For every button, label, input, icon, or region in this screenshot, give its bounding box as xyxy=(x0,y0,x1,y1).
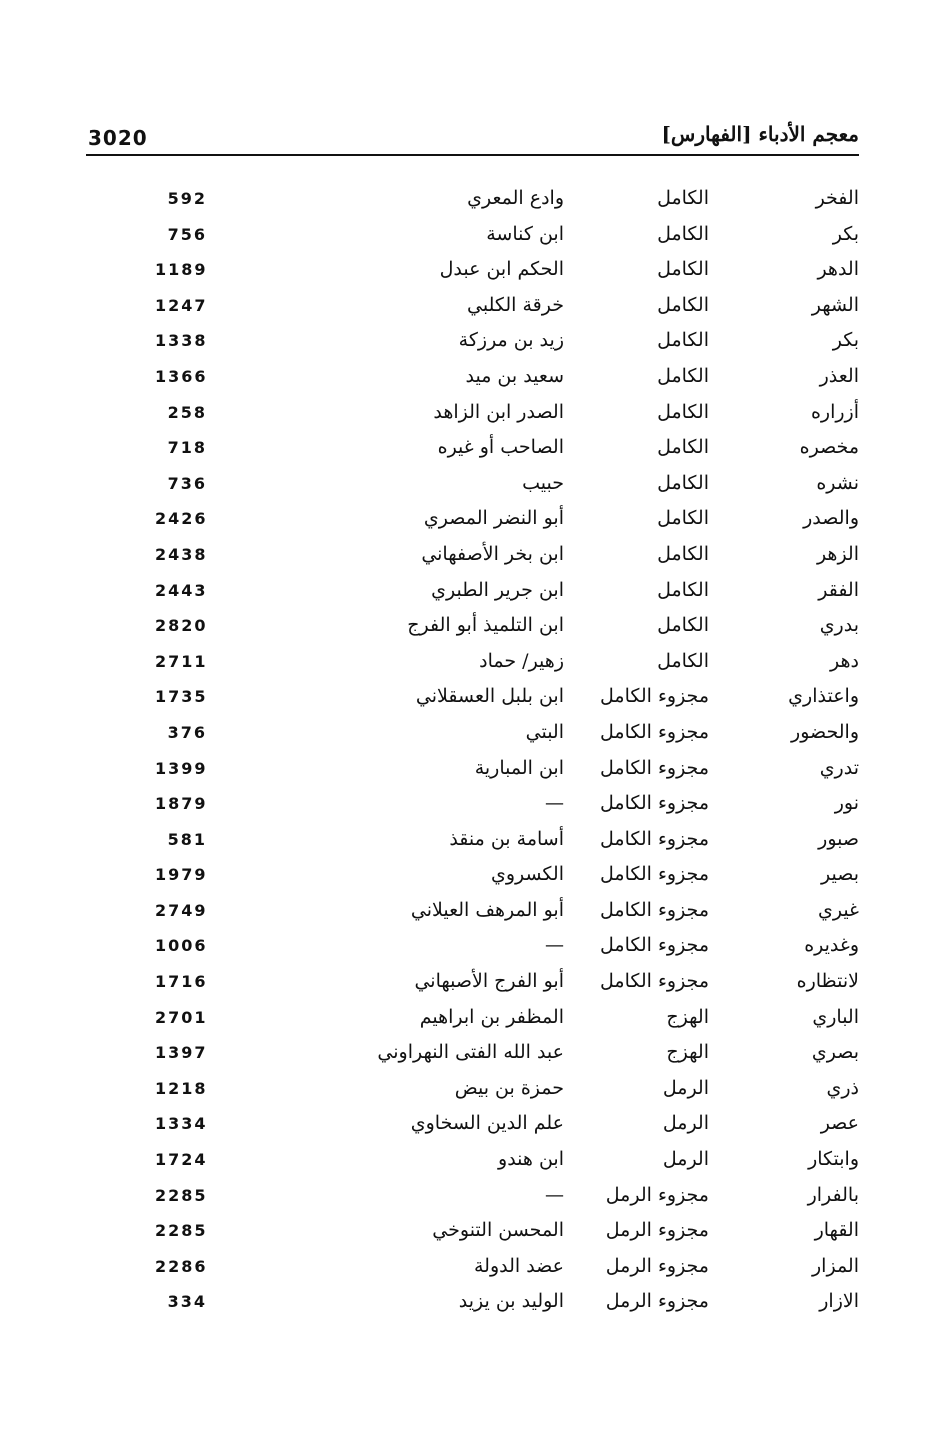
table-row xyxy=(0,1249,932,1285)
rhyme-cell: بصير xyxy=(821,863,859,886)
meter-cell: مجزوء الكامل xyxy=(600,792,709,815)
page-ref-cell: 1189 xyxy=(155,260,208,280)
page-ref-cell: 1979 xyxy=(155,865,208,885)
meter-cell: الكامل xyxy=(657,649,709,672)
table-row xyxy=(0,537,932,573)
meter-cell: الكامل xyxy=(657,187,709,209)
rhyme-cell: الفخر xyxy=(815,187,859,209)
meter-cell: مجزوء الكامل xyxy=(600,970,709,993)
meter-cell: مجزوء الكامل xyxy=(600,863,709,886)
table-row xyxy=(0,608,932,644)
table-row xyxy=(0,217,932,253)
poet-cell: زهير/ حماد xyxy=(479,649,564,672)
table-row xyxy=(0,1000,932,1036)
table-row xyxy=(0,430,932,466)
page-ref-cell: 2285 xyxy=(155,1185,208,1205)
poet-cell: الوليد بن يزيد xyxy=(458,1290,564,1313)
page-ref-cell: 1399 xyxy=(155,758,208,778)
page-ref-cell: 718 xyxy=(167,438,207,458)
poet-cell: زيد بن مرزكة xyxy=(458,329,564,352)
page-ref-cell: 1006 xyxy=(155,936,208,956)
poet-cell: أسامة بن منقذ xyxy=(449,827,564,850)
poet-cell: عبد الله الفتى النهراوني xyxy=(377,1041,564,1064)
table-row xyxy=(0,786,932,822)
rhyme-cell: الزهر xyxy=(816,542,859,565)
rhyme-cell: وغديره xyxy=(804,934,859,957)
table-row xyxy=(0,715,932,751)
table-row xyxy=(0,359,932,395)
rhyme-cell: بكر xyxy=(832,222,859,245)
meter-cell: الرمل xyxy=(662,1148,709,1171)
page-ref-cell: 1218 xyxy=(155,1078,208,1098)
rhyme-cell: أزراره xyxy=(810,400,859,423)
poet-cell: أبو النضر المصري xyxy=(423,507,564,530)
table-row xyxy=(0,1106,932,1142)
rhyme-cell: القهار xyxy=(814,1219,859,1242)
page-ref-cell: 581 xyxy=(167,829,207,849)
rhyme-cell: بدري xyxy=(819,614,859,637)
rhyme-cell: تدري xyxy=(819,756,859,779)
page-ref-cell: 2443 xyxy=(155,580,208,600)
rhyme-cell: العذر xyxy=(819,364,859,387)
poet-cell: الصدر ابن الزاهد xyxy=(433,400,564,423)
meter-cell: الكامل xyxy=(657,471,709,494)
table-row xyxy=(0,573,932,609)
poet-cell: البتي xyxy=(525,720,564,743)
poet-cell: ابن بخر الأصفهاني xyxy=(421,542,564,565)
rhyme-cell: واعتذاري xyxy=(788,685,859,708)
table-row xyxy=(0,1284,932,1320)
poet-cell: الكسروي xyxy=(490,863,564,886)
poet-cell: ابن التلميذ أبو الفرج xyxy=(407,614,564,637)
page-ref-cell: 1724 xyxy=(155,1150,208,1170)
poet-cell: المحسن التنوخي xyxy=(432,1219,564,1242)
page-ref-cell: 334 xyxy=(167,1292,207,1312)
table-row xyxy=(0,679,932,715)
table-row xyxy=(0,466,932,502)
rhyme-cell: مخصره xyxy=(799,436,859,459)
meter-cell: مجزوء الكامل xyxy=(600,827,709,850)
poet-cell: عضد الدولة xyxy=(473,1254,564,1277)
table-row xyxy=(0,1071,932,1107)
rhyme-cell: ذري xyxy=(826,1076,859,1099)
poet-cell: — xyxy=(545,1183,564,1206)
page-ref-cell: 592 xyxy=(167,189,207,208)
meter-cell: الرمل xyxy=(662,1112,709,1135)
table-row xyxy=(0,857,932,893)
meter-cell: مجزوء الرمل xyxy=(605,1290,709,1313)
poet-cell: أبو الفرج الأصبهاني xyxy=(414,970,564,993)
meter-cell: مجزوء الكامل xyxy=(600,898,709,921)
rhyme-cell: والصدر xyxy=(803,507,859,530)
meter-cell: مجزوء الرمل xyxy=(605,1219,709,1242)
table-row xyxy=(0,1213,932,1249)
page-ref-cell: 2749 xyxy=(155,900,208,920)
table-row xyxy=(0,1142,932,1178)
poet-cell: ابن هندو xyxy=(498,1148,564,1171)
meter-cell: الكامل xyxy=(657,507,709,530)
page-ref-cell: 2701 xyxy=(155,1007,208,1027)
rhyme-cell: الفقر xyxy=(818,578,859,601)
meter-cell: الكامل xyxy=(657,578,709,601)
meter-cell: الهزج xyxy=(666,1005,709,1028)
poet-cell: — xyxy=(545,792,564,815)
table-row xyxy=(0,644,932,680)
rhyme-cell: والحضور xyxy=(791,720,859,743)
meter-cell: مجزوء الكامل xyxy=(600,934,709,957)
rhyme-cell: لانتظاره xyxy=(796,970,859,993)
page-ref-cell: 1716 xyxy=(155,972,208,992)
poet-cell: خرقة الكلبي xyxy=(467,293,564,316)
meter-cell: الكامل xyxy=(657,436,709,459)
meter-cell: الكامل xyxy=(657,329,709,352)
page-ref-cell: 376 xyxy=(167,722,207,742)
page-ref-cell: 1397 xyxy=(155,1043,208,1063)
poet-cell: — xyxy=(545,934,564,957)
page-header xyxy=(86,118,859,156)
page-ref-cell: 1735 xyxy=(155,687,208,707)
rhyme-cell: الازار xyxy=(819,1290,859,1313)
meter-cell: الهزج xyxy=(666,1041,709,1064)
table-row xyxy=(0,822,932,858)
meter-cell: الكامل xyxy=(657,222,709,245)
table-row xyxy=(0,964,932,1000)
rhyme-cell: الشهر xyxy=(811,293,859,316)
rhyme-cell: غيري xyxy=(817,898,859,921)
meter-cell: مجزوء الرمل xyxy=(605,1183,709,1206)
table-row xyxy=(0,751,932,787)
running-title: معجم الأدباء [الفهارس] xyxy=(661,122,859,146)
table-row xyxy=(0,501,932,537)
page-ref-cell: 1366 xyxy=(155,366,208,386)
page-ref-cell: 1879 xyxy=(155,794,208,814)
poet-cell: الصاحب أو غيره xyxy=(437,436,564,459)
meter-cell: الكامل xyxy=(657,614,709,637)
poet-cell: المظفر بن ابراهيم xyxy=(419,1005,564,1028)
meter-cell: الرمل xyxy=(662,1076,709,1099)
poet-cell: ابن كناسة xyxy=(486,222,564,245)
page-ref-cell: 1338 xyxy=(155,331,208,351)
page-ref-cell: 736 xyxy=(167,473,207,493)
poet-cell: ابن جرير الطبري xyxy=(431,578,564,601)
page-ref-cell: 1247 xyxy=(155,295,208,315)
poet-cell: أبو المرهف العيلاني xyxy=(410,898,564,921)
poet-cell: ابن المبارية xyxy=(474,756,564,779)
meter-cell: مجزوء الكامل xyxy=(600,685,709,708)
rhyme-cell: الباري xyxy=(812,1005,859,1028)
poet-cell: سعيد بن ميد xyxy=(465,364,564,387)
rhyme-cell: بصري xyxy=(811,1041,859,1064)
rhyme-cell: بكر xyxy=(832,329,859,352)
rhyme-cell: عصر xyxy=(820,1112,859,1135)
meter-cell: مجزوء الكامل xyxy=(600,720,709,743)
rhyme-cell: نشره xyxy=(816,471,859,494)
poet-cell: حمزة بن بيض xyxy=(454,1076,564,1099)
rhyme-cell: صبور xyxy=(818,827,859,850)
table-row xyxy=(0,928,932,964)
rhyme-cell: الدهر xyxy=(817,258,859,281)
rhyme-cell: دهر xyxy=(830,649,859,672)
poet-cell: ابن بلبل العسقلاني xyxy=(415,685,564,708)
page-ref-cell: 756 xyxy=(167,224,207,244)
page-ref-cell: 2285 xyxy=(155,1221,208,1241)
meter-cell: مجزوء الرمل xyxy=(605,1254,709,1277)
poet-cell: الحكم ابن عبدل xyxy=(439,258,564,281)
table-row xyxy=(0,181,932,217)
page-ref-cell: 1334 xyxy=(155,1114,208,1134)
page-ref-cell: 2426 xyxy=(155,509,208,529)
table-row xyxy=(0,323,932,359)
page-ref-cell: 2820 xyxy=(155,616,208,636)
meter-cell: الكامل xyxy=(657,364,709,387)
page-number: 3020 xyxy=(88,126,148,150)
poet-cell: علم الدين السخاوي xyxy=(410,1112,564,1135)
meter-cell: مجزوء الكامل xyxy=(600,756,709,779)
meter-cell: الكامل xyxy=(657,258,709,281)
rhyme-index-table xyxy=(0,181,932,1320)
rhyme-cell: وابتكار xyxy=(808,1148,859,1171)
page-ref-cell: 258 xyxy=(167,402,207,422)
table-row xyxy=(0,1178,932,1214)
table-row xyxy=(0,893,932,929)
table-row xyxy=(0,252,932,288)
rhyme-cell: بالفرار xyxy=(807,1183,859,1206)
poet-cell: حبيب xyxy=(522,471,564,494)
page-ref-cell: 2286 xyxy=(155,1256,208,1276)
rhyme-cell: نور xyxy=(834,792,859,815)
meter-cell: الكامل xyxy=(657,293,709,316)
page-ref-cell: 2711 xyxy=(155,651,208,671)
meter-cell: الكامل xyxy=(657,542,709,565)
table-row xyxy=(0,288,932,324)
page-ref-cell: 2438 xyxy=(155,544,208,564)
table-row xyxy=(0,395,932,431)
rhyme-cell: المزار xyxy=(812,1254,859,1277)
poet-cell: وادع المعري xyxy=(467,187,564,209)
meter-cell: الكامل xyxy=(657,400,709,423)
table-row xyxy=(0,1035,932,1071)
